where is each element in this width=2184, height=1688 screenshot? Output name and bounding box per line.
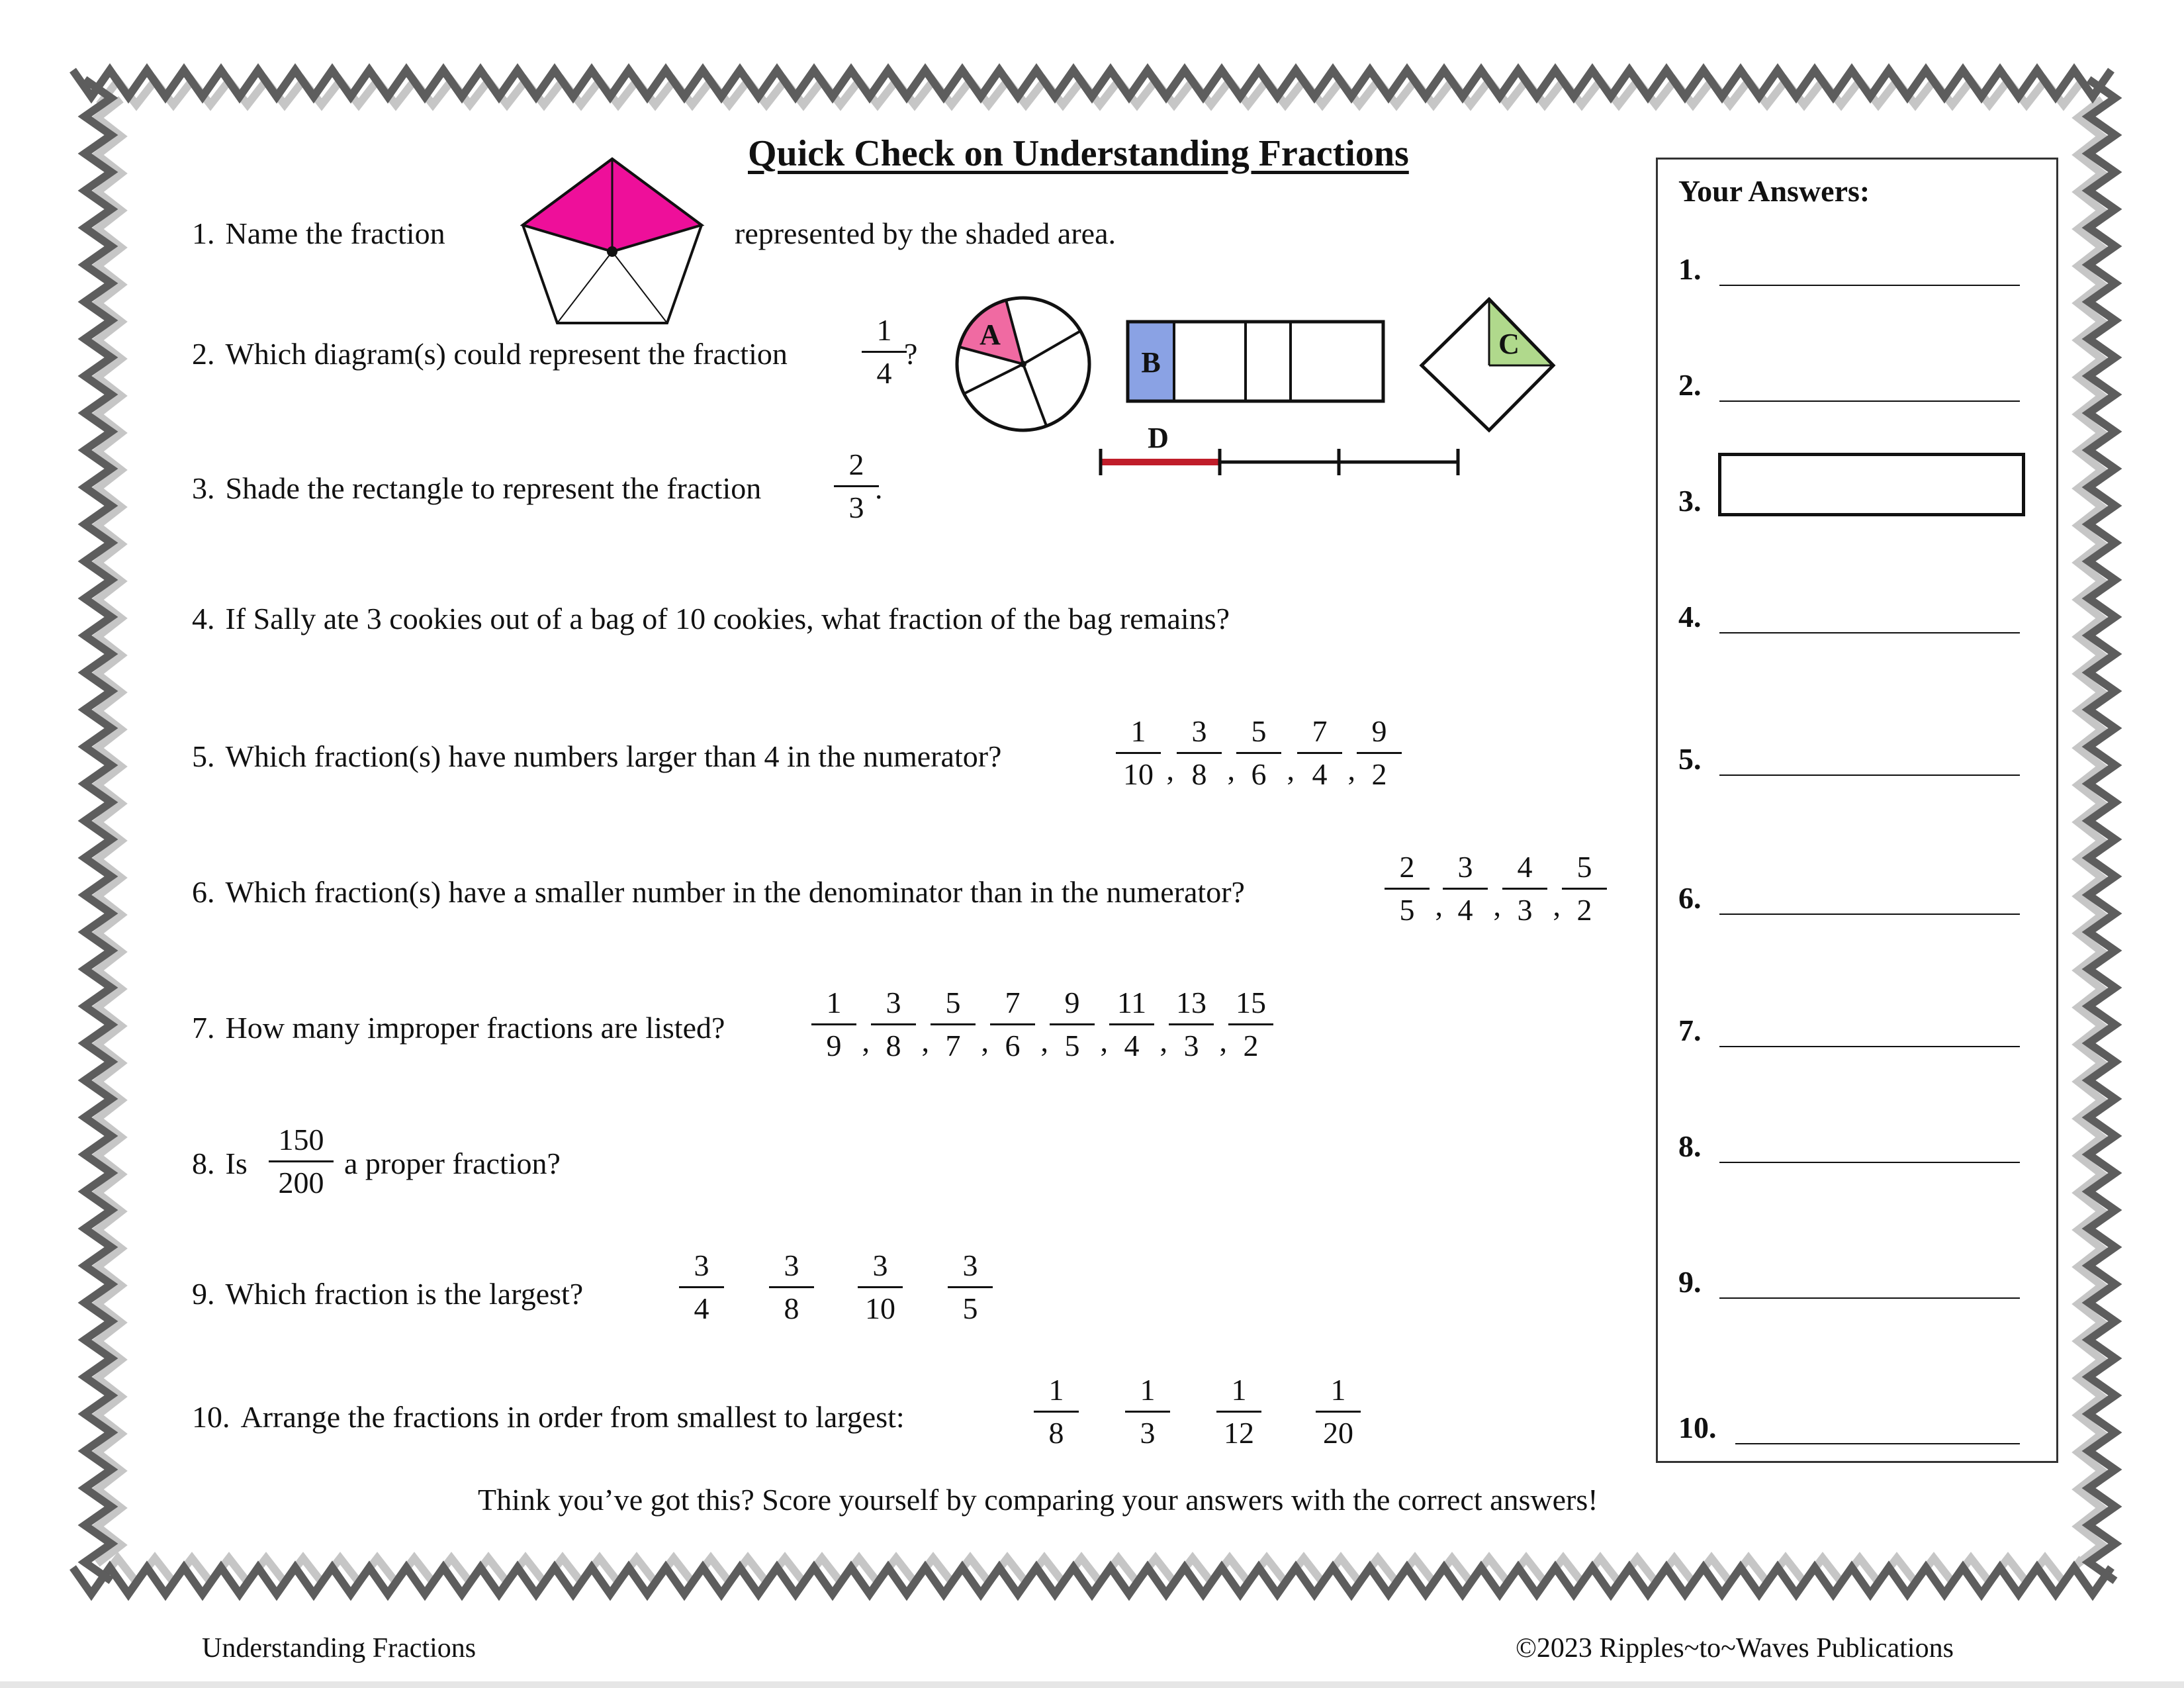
question-8-fraction: 150 200 bbox=[265, 1125, 338, 1198]
question-1-tail: represented by the shaded area. bbox=[735, 216, 1116, 250]
question-3-suffix: . bbox=[875, 471, 883, 505]
fraction-item: 1 3 bbox=[1121, 1375, 1174, 1448]
label-a: A bbox=[979, 318, 1001, 351]
fraction-separator: , bbox=[1100, 1024, 1108, 1058]
answer-number: 8. bbox=[1678, 1129, 1702, 1163]
fraction-item: 1 10 , bbox=[1112, 716, 1165, 790]
question-3-fraction: 2 3 bbox=[830, 449, 883, 523]
pentagon-center-dot bbox=[607, 246, 617, 257]
footer-left: Understanding Fractions bbox=[202, 1633, 477, 1664]
fraction-item: 3 4 , bbox=[1439, 852, 1492, 925]
answer-3-rectangle[interactable] bbox=[1718, 453, 2025, 516]
question-7: 7. How many improper fractions are listed? bbox=[192, 1011, 725, 1045]
answer-line[interactable] bbox=[1719, 400, 2020, 402]
fraction-item: 5 7 , bbox=[927, 988, 979, 1061]
fraction-separator: , bbox=[862, 1024, 870, 1058]
fraction-item: 2 5 , bbox=[1381, 852, 1433, 925]
fraction-item: 11 4 , bbox=[1105, 988, 1158, 1061]
label-c: C bbox=[1498, 328, 1520, 360]
question-8: 8. Is bbox=[192, 1147, 248, 1180]
fraction-item: 5 6 , bbox=[1232, 716, 1285, 790]
fraction-item: 9 5 , bbox=[1046, 988, 1099, 1061]
fraction-item: 15 2 bbox=[1224, 988, 1277, 1061]
question-2: 2. Which diagram(s) could represent the fraction bbox=[192, 337, 788, 371]
fraction-item: 3 10 bbox=[854, 1250, 907, 1324]
answer-number: 2. bbox=[1678, 368, 1702, 402]
answer-line[interactable] bbox=[1719, 1297, 2020, 1299]
fraction-separator: , bbox=[1553, 888, 1561, 922]
pentagon-divider bbox=[612, 252, 667, 323]
bottom-strip bbox=[0, 1681, 2184, 1688]
fraction-item: 3 5 bbox=[944, 1250, 997, 1324]
answer-number: 6. bbox=[1678, 881, 1702, 915]
fraction-item: 4 3 , bbox=[1498, 852, 1551, 925]
question-5: 5. Which fraction(s) have numbers larger than 4 in the numerator? bbox=[192, 739, 1002, 773]
border-zigzag-horizontal bbox=[73, 70, 2111, 97]
answer-line[interactable] bbox=[1735, 1443, 2020, 1444]
fraction-item: 7 6 , bbox=[986, 988, 1039, 1061]
fraction-separator: , bbox=[1219, 1024, 1227, 1058]
fraction-separator: , bbox=[1287, 753, 1295, 786]
answer-number: 9. bbox=[1678, 1265, 1702, 1299]
fraction-separator: , bbox=[1227, 753, 1235, 786]
answer-number: 1. bbox=[1678, 252, 1702, 286]
diagram-b-rectangle bbox=[1125, 319, 1390, 405]
label-b: B bbox=[1141, 346, 1161, 379]
answer-line[interactable] bbox=[1719, 632, 2020, 633]
answer-number: 5. bbox=[1678, 742, 1702, 776]
answer-panel bbox=[1656, 158, 2058, 1463]
pentagon-divider bbox=[557, 252, 612, 323]
fraction-separator: , bbox=[921, 1024, 929, 1058]
fraction-item: 7 4 , bbox=[1293, 716, 1346, 790]
fraction-item: 3 8 bbox=[765, 1250, 818, 1324]
fraction-item: 3 4 bbox=[675, 1250, 728, 1324]
fraction-separator: , bbox=[1435, 888, 1443, 922]
answer-panel-title: Your Answers: bbox=[1678, 174, 1870, 208]
answer-number: 10. bbox=[1678, 1411, 1717, 1444]
question-9: 9. Which fraction is the largest? bbox=[192, 1277, 584, 1311]
fraction-item: 1 12 bbox=[1212, 1375, 1265, 1448]
question-1: 1. Name the fraction bbox=[192, 216, 445, 250]
diagram-a-circle bbox=[950, 291, 1096, 437]
footer-right: ©2023 Ripples~to~Waves Publications bbox=[1516, 1633, 1954, 1664]
question-10: 10. Arrange the fractions in order from smallest to largest: bbox=[192, 1400, 905, 1434]
answer-line[interactable] bbox=[1719, 1162, 2020, 1163]
answer-line[interactable] bbox=[1719, 774, 2020, 776]
fraction-separator: , bbox=[1493, 888, 1501, 922]
answer-line[interactable] bbox=[1719, 285, 2020, 286]
closing-message: Think you’ve got this? Score yourself by comparing your answers with the correct answers! bbox=[478, 1483, 1598, 1517]
question-3: 3. Shade the rectangle to represent the fraction bbox=[192, 471, 762, 505]
fraction-item: 1 8 bbox=[1030, 1375, 1083, 1448]
answer-number: 3. bbox=[1678, 484, 1702, 518]
fraction-item: 3 8 , bbox=[867, 988, 920, 1061]
answer-number: 7. bbox=[1678, 1013, 1702, 1047]
question-2-suffix: ? bbox=[904, 337, 918, 371]
fraction-separator: , bbox=[1166, 753, 1174, 786]
fraction-separator: , bbox=[1160, 1024, 1167, 1058]
shaded-pentagon-diagram bbox=[516, 152, 708, 331]
diagram-d-number-line bbox=[1092, 424, 1469, 483]
fraction-item: 3 8 , bbox=[1173, 716, 1226, 790]
fraction-item: 13 3 , bbox=[1165, 988, 1218, 1061]
label-d: D bbox=[1148, 424, 1169, 454]
fraction-item: 9 2 bbox=[1353, 716, 1406, 790]
fraction-item: 5 2 bbox=[1558, 852, 1611, 925]
fraction-item: 1 9 , bbox=[807, 988, 860, 1061]
question-8-tail: a proper fraction? bbox=[344, 1147, 561, 1180]
answer-line[interactable] bbox=[1719, 1046, 2020, 1047]
answer-number: 4. bbox=[1678, 600, 1702, 633]
question-6: 6. Which fraction(s) have a smaller number in the denominator than in the numerator? bbox=[192, 875, 1245, 909]
question-4: 4. If Sally ate 3 cookies out of a bag of 10 cookies, what fraction of the bag remains? bbox=[192, 602, 1230, 635]
diagram-c-diamond bbox=[1416, 295, 1562, 434]
fraction-item: 1 20 bbox=[1312, 1375, 1365, 1448]
question-2-fraction: 1 4 bbox=[858, 315, 911, 389]
answer-line[interactable] bbox=[1719, 914, 2020, 915]
fraction-separator: , bbox=[1040, 1024, 1048, 1058]
fraction-separator: , bbox=[981, 1024, 989, 1058]
page-title: Quick Check on Understanding Fractions bbox=[748, 133, 1409, 174]
fraction-separator: , bbox=[1347, 753, 1355, 786]
